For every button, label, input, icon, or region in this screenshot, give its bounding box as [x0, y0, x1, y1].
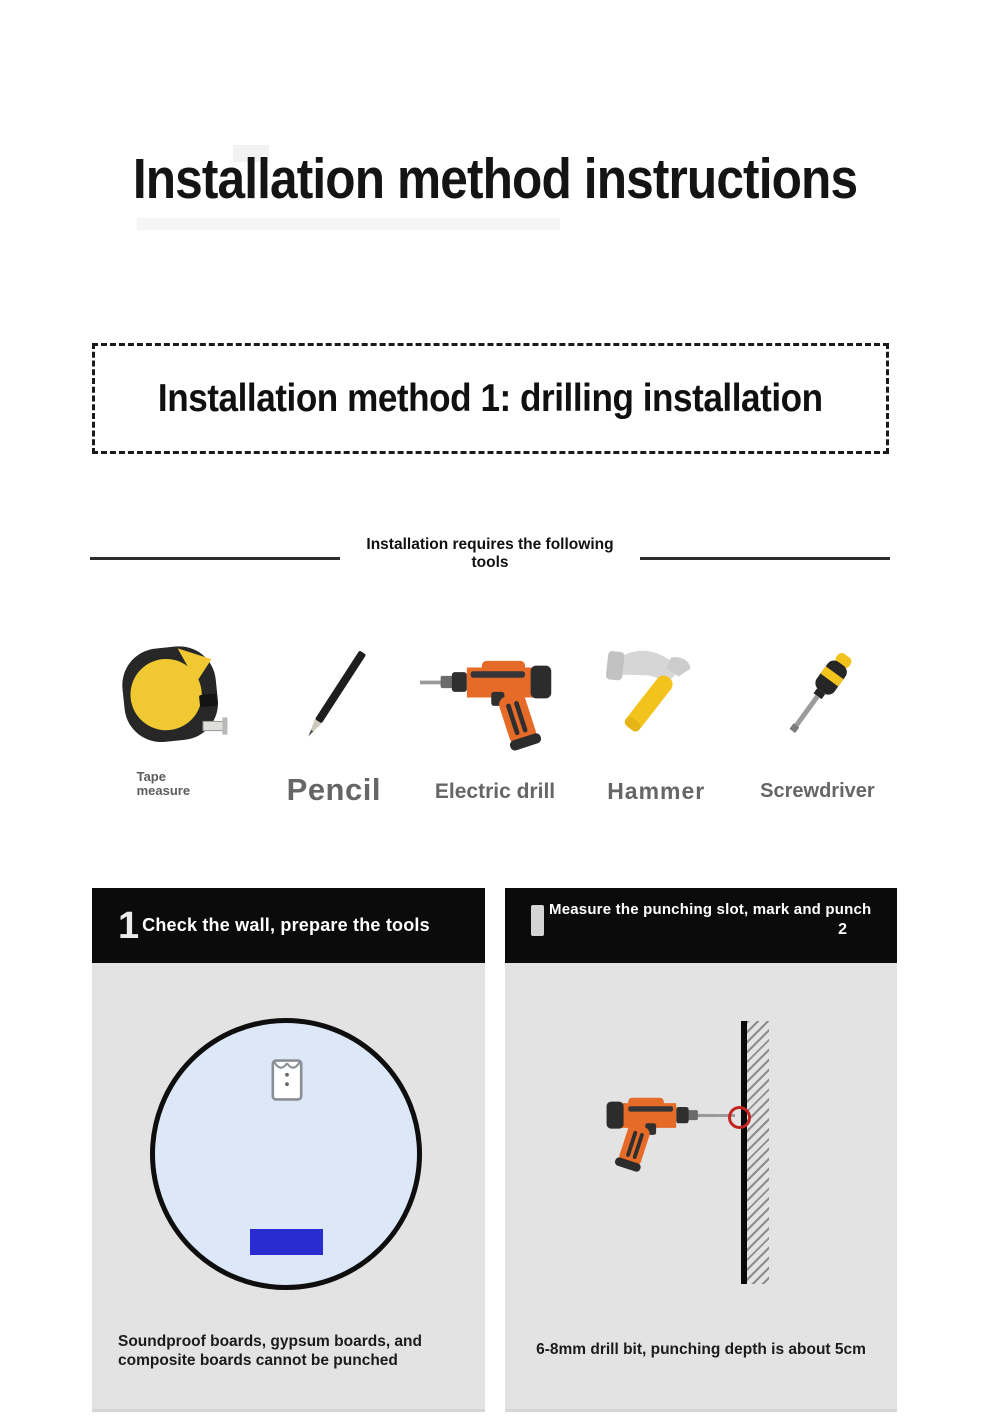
tool-screwdriver [737, 636, 898, 808]
tools-row [92, 636, 898, 808]
tool-tape-measure [92, 636, 253, 808]
divider-line-right [640, 557, 890, 560]
tool-label: Pencil [286, 772, 381, 807]
wall-hatch [747, 1021, 769, 1284]
drilling-illustration [505, 963, 897, 1412]
step-2-number: 2 [838, 921, 847, 938]
tool-electric-drill [414, 636, 575, 808]
tape-measure-icon [110, 636, 235, 758]
tool-pencil [253, 636, 414, 808]
step-1-number: 1 [118, 904, 140, 947]
step-2-title: Measure the punching slot, mark and punch [549, 901, 872, 918]
step-panel-1 [92, 888, 485, 1412]
step-2-caption: 6-8mm drill bit, punching depth is about 5cm [536, 1341, 866, 1358]
tools-section-heading: Installation requires the following tools [366, 536, 614, 571]
steps-row [92, 888, 897, 1412]
divider-line-left [90, 557, 340, 560]
tools-section-divider [90, 536, 890, 572]
method-box-title: Installation method 1: drilling installation [158, 376, 823, 420]
wall-check-illustration [92, 963, 485, 1412]
step-1-header [92, 888, 485, 963]
tool-label: Screwdriver [760, 780, 875, 802]
shirt-icon [271, 1059, 303, 1101]
step-1-title: Check the wall, prepare the tools [142, 915, 430, 935]
tool-label: Electric drill [434, 780, 556, 803]
glyph-fragment [531, 905, 544, 936]
method-box [92, 343, 889, 454]
drill-mark-ring [728, 1106, 751, 1129]
page-title: Installation method instructions [132, 147, 858, 211]
drill-icon [591, 1083, 715, 1172]
screwdriver-icon [762, 636, 872, 758]
hammer-icon [599, 636, 714, 758]
tool-label: Tape measure [136, 769, 191, 798]
blue-marker [250, 1229, 323, 1255]
step-1-caption: Soundproof boards, gypsum boards, and composite boards cannot be punched [118, 1333, 422, 1369]
title-underline-artifact [137, 218, 560, 230]
pencil-icon [279, 636, 389, 758]
tool-label: Hammer [607, 778, 706, 804]
step-2-header [505, 888, 897, 963]
step-panel-2 [505, 888, 897, 1412]
tool-hammer [576, 636, 737, 808]
electric-drill-icon [420, 636, 570, 758]
